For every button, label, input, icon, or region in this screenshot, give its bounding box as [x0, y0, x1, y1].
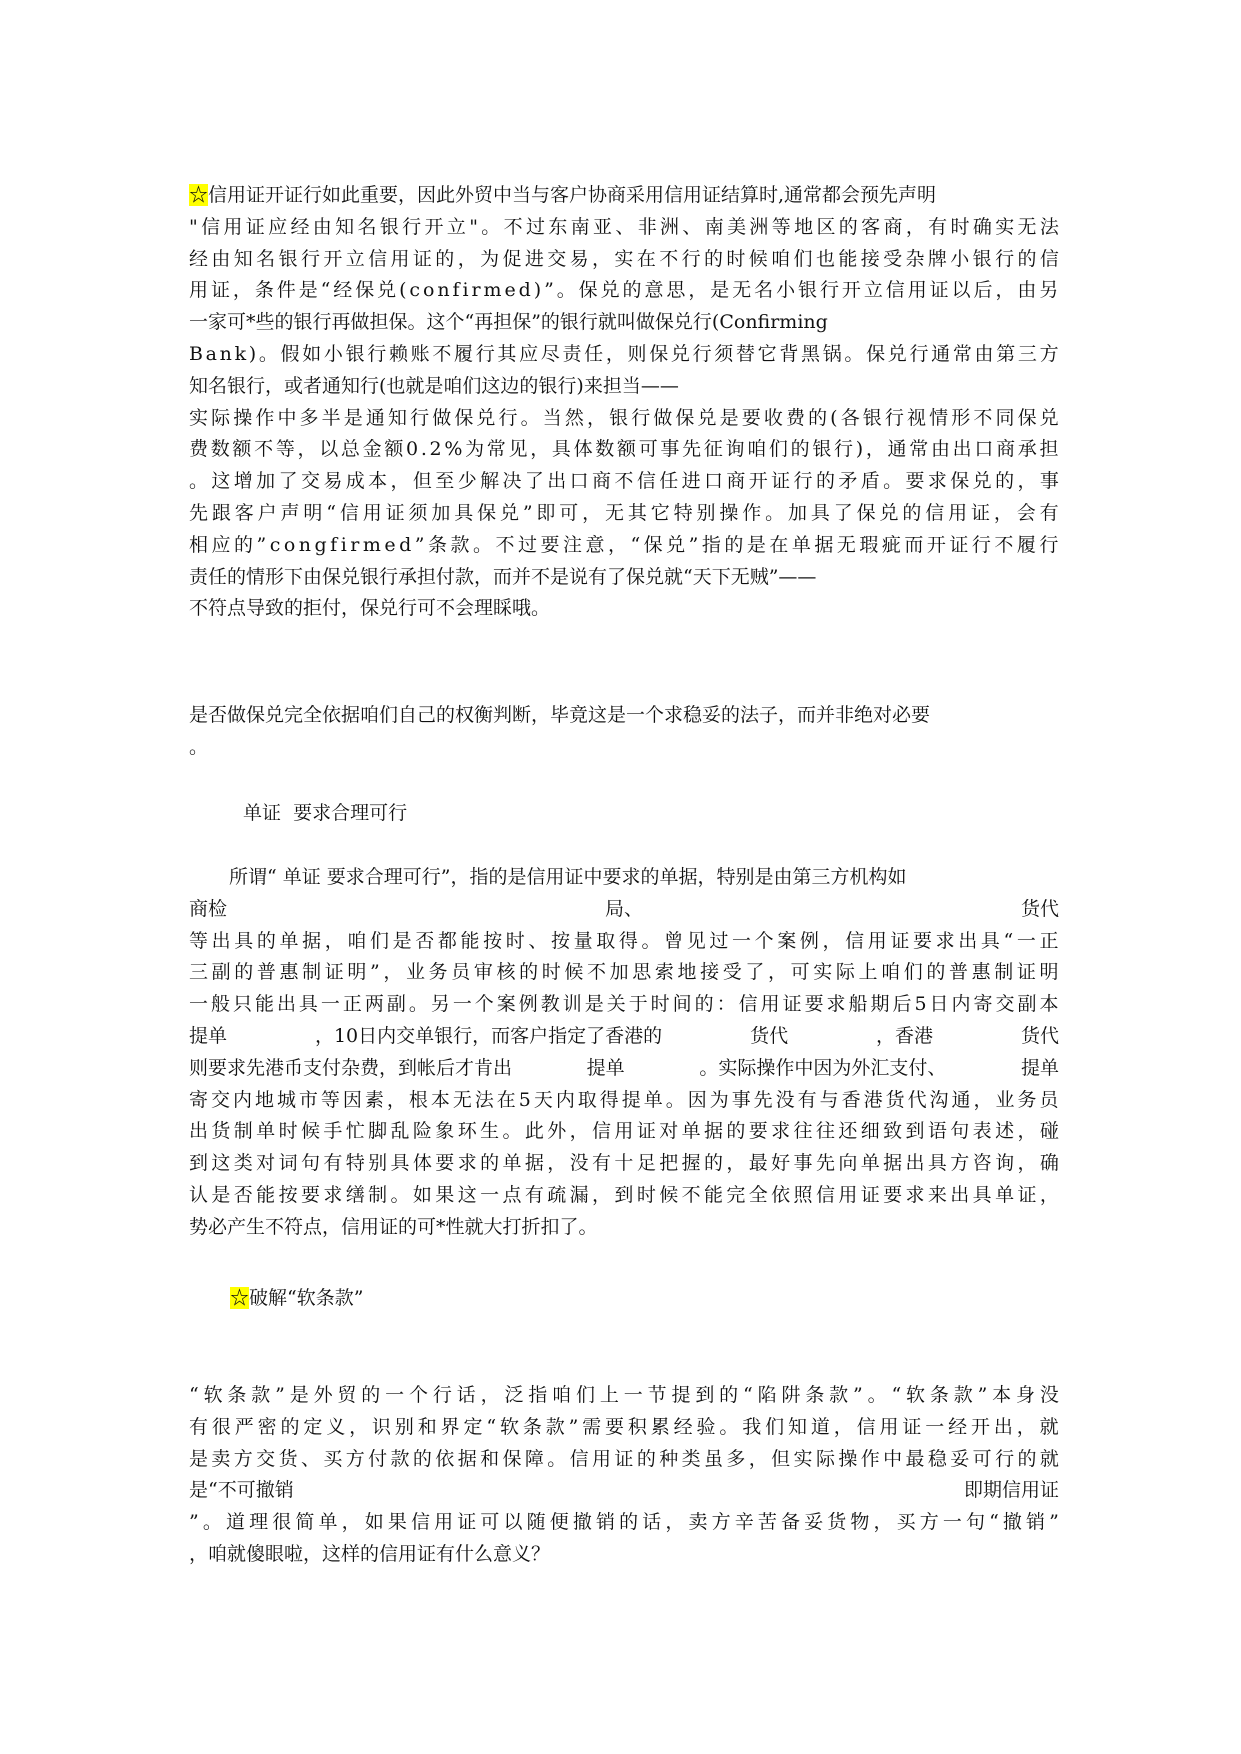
text-line: 是 卖 方 交 货 、 买 方 付 款 的 依 据 和 保 障 。 信 用 证 的 种 类 虽 多 ， 但 实 际 操 作 中 最 稳 妥 可 行 的 就	[189, 1447, 1059, 1470]
text-line: ，咱就傻眼啦，这样的信用证有什么意义？	[189, 1542, 551, 1565]
paragraph-confirmation	[189, 180, 1059, 625]
section-heading-soft-clauses: ☆破解“软条款”	[230, 1287, 364, 1309]
text-line: 出 货 制 单 时 候 手 忙 脚 乱 险 象 环 生 。 此 外 ， 信 用 证 对 单 据 的 要 求 往 往 还 细 致 到 语 句 表 述 ， 碰	[189, 1120, 1059, 1143]
paragraph-soft-clauses	[189, 1380, 1059, 1571]
text-line: 相 应 的 ” c o n g f i r m e d ” 条 款 。 不 过 要 注 意 ， “ 保 兑 ” 指 的 是 在 单 据 无 瑕 疵 而 开 证 行 不 履 行	[189, 533, 1059, 556]
text-line: 实 际 操 作 中 多 半 是 通 知 行 做 保 兑 行 。 当 然 ， 银 行 做 保 兑 是 要 收 费 的 ( 各 银 行 视 情 形 不 同 保 兑	[189, 406, 1059, 429]
text-line: 费 数 额 不 等 ， 以 总 金 额 0 . 2 % 为 常 见 ， 具 体 数 额 可 事 先 征 询 咱 们 的 银 行 ) ， 通 常 由 出 口 商 承 担	[189, 438, 1059, 461]
text-line: 提单 ，10日内交单银行，而客户指定了香港的 货代 ，香港 货代	[189, 1024, 1059, 1047]
text-line: 用 证 ， 条 件 是 “ 经 保 兑 ( c o n f i r m e d ) ” 。 保 兑 的 意 思 ， 是 无 名 小 银 行 开 立 信 用 证 以 后 ， 由 另	[189, 279, 1059, 302]
text-line: B a n k ) 。 假 如 小 银 行 赖 账 不 履 行 其 应 尽 责 任 ， 则 保 兑 行 须 替 它 背 黑 锅 。 保 兑 行 通 常 由 第 三 方	[189, 342, 1059, 365]
text-line: 不符点导致的拒付，保兑行可不会理睬哦。	[189, 597, 551, 620]
text-line: 经 由 知 名 银 行 开 立 信 用 证 的 ， 为 促 进 交 易 ， 实 在 不 行 的 时 候 咱 们 也 能 接 受 杂 牌 小 银 行 的 信	[189, 247, 1059, 270]
text-line: 责任的情形下由保兑银行承担付款，而并不是说有了保兑就“天下无贼”——	[189, 565, 817, 588]
text-line: " 信 用 证 应 经 由 知 名 银 行 开 立 " 。 不 过 东 南 亚 、 非 洲 、 南 美 洲 等 地 区 的 客 商 ， 有 时 确 实 无 法	[189, 215, 1059, 238]
text-line: 寄 交 内 地 城 市 等 因 素 ， 根 本 无 法 在 5 天 内 取 得 提 单 。 因 为 事 先 没 有 与 香 港 货 代 沟 通 ， 业 务 员	[189, 1088, 1059, 1111]
text-line: 一家可*些的银行再做担保。这个“再担保”的银行就叫做保兑行(Confirming	[189, 311, 828, 334]
text-line: 是否做保兑完全依据咱们自己的权衡判断，毕竟这是一个求稳妥的法子，而并非绝对必要	[189, 704, 931, 726]
text-line: 是“不可撤销 即期信用证	[189, 1479, 1059, 1502]
paragraph-documents	[189, 862, 1059, 1244]
text-line: ☆信用证开证行如此重要，因此外贸中当与客户协商采用信用证结算时,通常都会预先声明	[189, 184, 937, 206]
text-line: “ 软 条 款 ” 是 外 贸 的 一 个 行 话 ， 泛 指 咱 们 上 一 节 提 到 的 “ 陷 阱 条 款 ” 。 “ 软 条 款 ” 本 身 没	[189, 1384, 1059, 1406]
star-icon: ☆	[189, 184, 209, 206]
star-icon: ☆	[230, 1287, 250, 1309]
section-heading: 单证 要求合理可行	[243, 802, 408, 824]
text-line: 一 般 只 能 出 具 一 正 两 副 。 另 一 个 案 例 教 训 是 关 于 时 间 的 ： 信 用 证 要 求 船 期 后 5 日 内 寄 交 副 本	[189, 993, 1059, 1016]
text-line: 商检 局、 货代	[189, 897, 1059, 920]
text-line: 到 这 类 对 词 句 有 特 别 具 体 要 求 的 单 据 ， 没 有 十 足 把 握 的 ， 最 好 事 先 向 单 据 出 具 方 咨 询 ， 确	[189, 1152, 1059, 1175]
text-line: 认 是 否 能 按 要 求 缮 制 。 如 果 这 一 点 有 疏 漏 ， 到 时 候 不 能 完 全 依 照 信 用 证 要 求 来 出 具 单 证 ，	[189, 1183, 1059, 1206]
text-line: 知名银行，或者通知行(也就是咱们这边的银行)来担当——	[189, 374, 679, 397]
text-line: 所谓“ 单证 要求合理可行”，指的是信用证中要求的单据，特别是由第三方机构如	[229, 866, 907, 888]
text-line: 三 副 的 普 惠 制 证 明 ” ， 业 务 员 审 核 的 时 候 不 加 思 索 地 接 受 了 ， 可 实 际 上 咱 们 的 普 惠 制 证 明	[189, 961, 1059, 984]
text-line: 有 很 严 密 的 定 义 ， 识 别 和 界 定 “ 软 条 款 ” 需 要 积 累 经 验 。 我 们 知 道 ， 信 用 证 一 经 开 出 ， 就	[189, 1415, 1059, 1438]
text-line: 。 这 增 加 了 交 易 成 本 ， 但 至 少 解 决 了 出 口 商 不 信 任 进 口 商 开 证 行 的 矛 盾 。 要 求 保 兑 的 ， 事	[189, 470, 1059, 493]
text-line: 先 跟 客 户 声 明 “ 信 用 证 须 加 具 保 兑 ” 即 可 ， 无 其 它 特 别 操 作 。 加 具 了 保 兑 的 信 用 证 ， 会 有	[189, 501, 1059, 524]
paragraph-judgement	[189, 700, 1059, 764]
text-line: 势必产生不符点，信用证的可*性就大打折扣了。	[189, 1215, 598, 1238]
text-line: 等 出 具 的 单 据 ， 咱 们 是 否 都 能 按 时 、 按 量 取 得 。 曾 见 过 一 个 案 例 ， 信 用 证 要 求 出 具 “ 一 正	[189, 929, 1059, 952]
text-line: 。	[189, 735, 209, 758]
text-line: ” 。 道 理 很 简 单 ， 如 果 信 用 证 可 以 随 便 撤 销 的 话 ， 卖 方 辛 苦 备 妥 货 物 ， 买 方 一 句 “ 撤 销 ”	[189, 1511, 1059, 1534]
text-line: 则要求先港币支付杂费，到帐后才肯出 提单 。实际操作中因为外汇支付、 提单	[189, 1056, 1059, 1079]
